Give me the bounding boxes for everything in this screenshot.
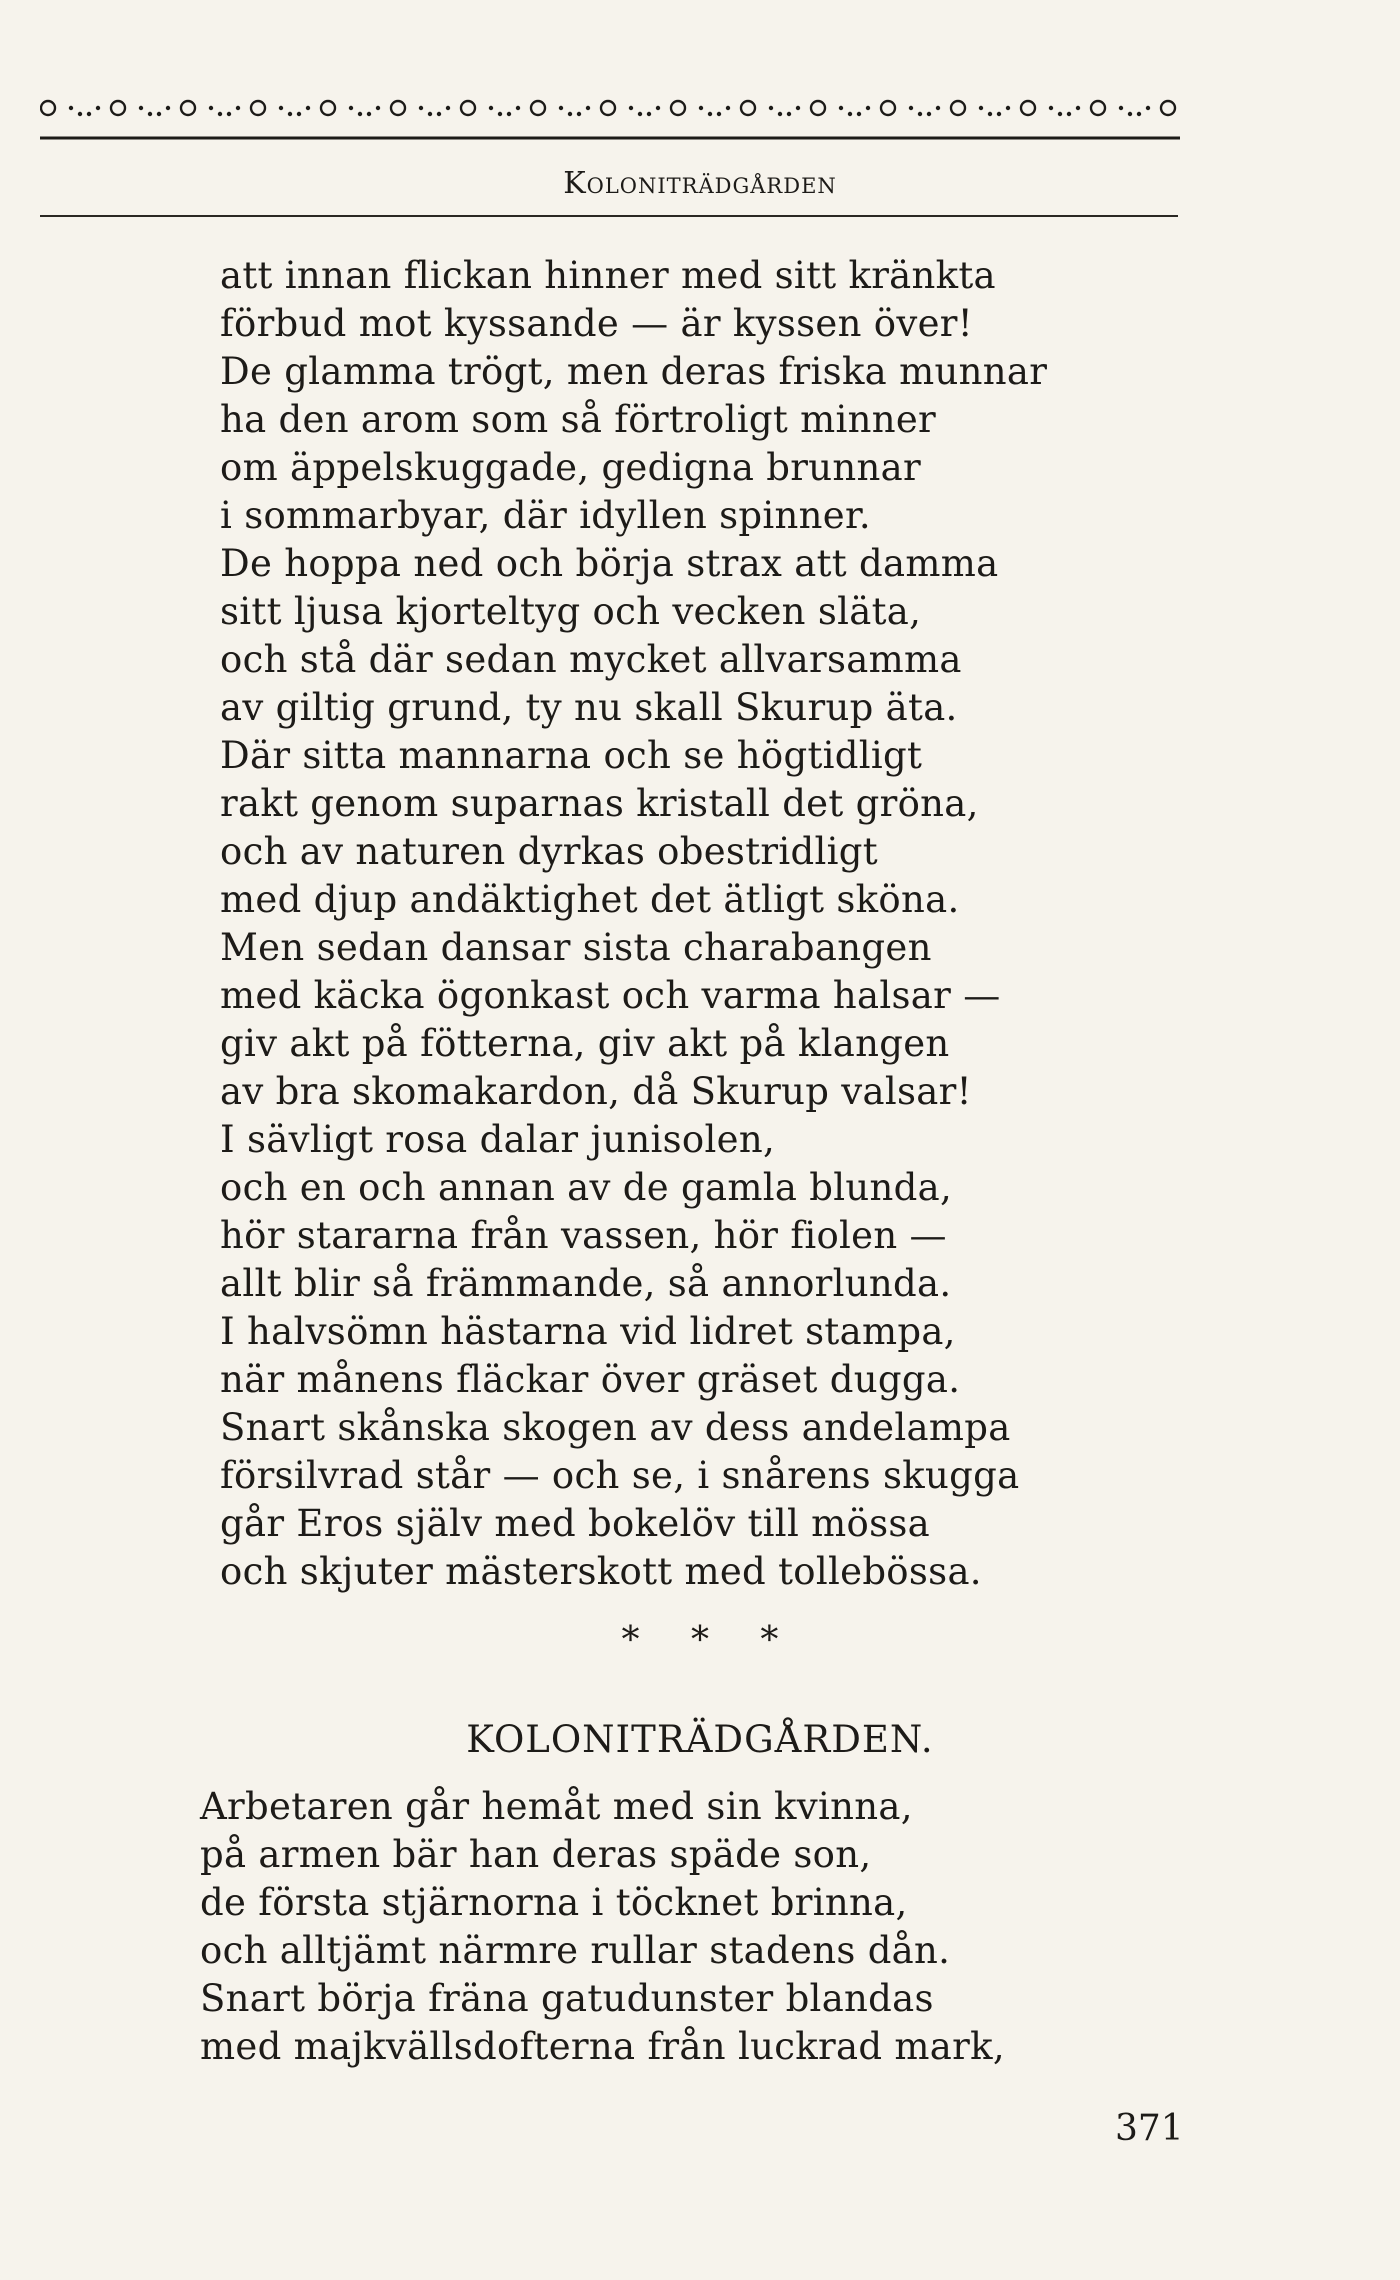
poem-line: av giltig grund, ty nu skall Skurup äta. (220, 686, 958, 729)
poem-line: och alltjämt närmre rullar stadens dån. (200, 1929, 951, 1972)
ornament-dot (586, 106, 590, 110)
ornament-dot (419, 106, 423, 110)
ornament-ring (181, 101, 195, 115)
poem-line: och av naturen dyrkas obestridligt (220, 830, 878, 873)
section-title: KOLONITRÄDGÅRDEN. (466, 1718, 934, 1761)
ornament-dot (209, 106, 213, 110)
poem-line: går Eros själv med bokelöv till mössa (220, 1502, 931, 1545)
ornament-dot (699, 106, 703, 110)
ornament-dot (437, 112, 441, 116)
poem-line: med majkvällsdofterna från luckrad mark, (200, 2025, 1005, 2068)
poem-line: sitt ljusa kjorteltyg och vecken släta, (220, 590, 922, 633)
poem-line: och stå där sedan mycket allvarsamma (220, 638, 962, 681)
ornament-dot (279, 106, 283, 110)
ornament-dot (909, 106, 913, 110)
ornament-ring (461, 101, 475, 115)
ornament-dot (218, 112, 222, 116)
poem-line: försilvrad står — och se, i snårens skugga (220, 1454, 1020, 1497)
poem-text (220, 252, 1120, 1596)
poem-line: i sommarbyar, där idyllen spinner. (220, 494, 871, 537)
ornament-dot (769, 106, 773, 110)
poem-line: och skjuter mästerskott med tollebössa. (220, 1550, 982, 1593)
ornament-dot (787, 112, 791, 116)
ornament-ring (811, 101, 825, 115)
ornament-dot (936, 106, 940, 110)
ornament-dot (726, 106, 730, 110)
ornament-dot (376, 106, 380, 110)
ornament-dot (1119, 106, 1123, 110)
ornament-dot (69, 106, 73, 110)
ornament-dot (1058, 112, 1062, 116)
ornament-dot (708, 112, 712, 116)
ornament-ring (1161, 101, 1175, 115)
running-head: Koloniträdgården (563, 166, 837, 201)
ornament-ring (881, 101, 895, 115)
poem-line: allt blir så främmande, så annorlunda. (220, 1262, 952, 1305)
ornament-ring (1091, 101, 1105, 115)
poem-line: med käcka ögonkast och varma halsar — (220, 974, 1001, 1017)
poem-line: rakt genom suparnas kristall det gröna, (220, 782, 979, 825)
poem-line: ha den arom som så förtroligt minner (220, 398, 937, 441)
poem-line: med djup andäktighet det ätligt sköna. (220, 878, 960, 921)
ornament-dot (446, 106, 450, 110)
ornament-dot (498, 112, 502, 116)
ornament-dot (866, 106, 870, 110)
ornament-dot (516, 106, 520, 110)
ornament-dot (638, 112, 642, 116)
ornament-ring (951, 101, 965, 115)
ornament-dot (796, 106, 800, 110)
poem-line: I sävligt rosa dalar junisolen, (220, 1118, 776, 1161)
poem-line: Där sitta mannarna och se högtidligt (220, 734, 923, 777)
ornament-dot (647, 112, 651, 116)
section-poem-text (200, 1783, 1150, 2071)
ornament-ring (321, 101, 335, 115)
ornament-ring (251, 101, 265, 115)
ornament-ring (391, 101, 405, 115)
ornament-dot (1067, 112, 1071, 116)
ornament-dot (1146, 106, 1150, 110)
poem-line: I halvsömn hästarna vid lidret stampa, (220, 1310, 956, 1353)
ornament-dot (358, 112, 362, 116)
ornament-dot (857, 112, 861, 116)
poem-line: De glamma trögt, men deras friska munnar (220, 350, 1048, 393)
poem-line: de första stjärnorna i töcknet brinna, (200, 1881, 908, 1924)
ornament-dot (166, 106, 170, 110)
ornament-ring (531, 101, 545, 115)
poem-line: De hoppa ned och börja strax att damma (220, 542, 999, 585)
ornament-ring (111, 101, 125, 115)
ornament-dot (979, 106, 983, 110)
ornament-ring (1021, 101, 1035, 115)
ornament-dot (288, 112, 292, 116)
poem-line: att innan flickan hinner med sitt kränkta (220, 254, 996, 297)
ornament-dot (148, 112, 152, 116)
poem-line: Snart skånska skogen av dess andelampa (220, 1406, 1011, 1449)
poem-line: giv akt på fötterna, giv akt på klangen (220, 1022, 950, 1065)
ornament-dot (717, 112, 721, 116)
ornament-dot (1137, 112, 1141, 116)
poem-line: om äppelskuggade, gedigna brunnar (220, 446, 921, 489)
ornament-dot (559, 106, 563, 110)
ornament-ring (741, 101, 755, 115)
ornament-dot (349, 106, 353, 110)
ornament-dot (428, 112, 432, 116)
ornament-dot (297, 112, 301, 116)
ornament-ring (41, 101, 55, 115)
section-separator: * * * (621, 1620, 779, 1661)
poem-line: Arbetaren går hemåt med sin kvinna, (200, 1785, 913, 1828)
ornament-dot (577, 112, 581, 116)
ornament-dot (997, 112, 1001, 116)
ornament-dot (568, 112, 572, 116)
ornament-ring (601, 101, 615, 115)
ornament-dot (87, 112, 91, 116)
ornament-dot (157, 112, 161, 116)
poem-line: hör stararna från vassen, hör fiolen — (220, 1214, 947, 1257)
ornament-dot (918, 112, 922, 116)
ornament-dot (1076, 106, 1080, 110)
ornament-dot (927, 112, 931, 116)
ornament-dot (96, 106, 100, 110)
ornament-dot (227, 112, 231, 116)
ornament-dot (839, 106, 843, 110)
poem-line: och en och annan av de gamla blunda, (220, 1166, 953, 1209)
ornament-dot (629, 106, 633, 110)
ornament-dot (507, 112, 511, 116)
ornament-dot (1049, 106, 1053, 110)
ornament-dot (778, 112, 782, 116)
ornament-dot (1006, 106, 1010, 110)
poem-line: förbud mot kyssande — är kyssen över! (220, 302, 973, 345)
ornament-ring (671, 101, 685, 115)
poem-line: på armen bär han deras späde son, (200, 1833, 872, 1876)
poem-line: Men sedan dansar sista charabangen (220, 926, 932, 969)
ornamental-border (40, 88, 1180, 142)
ornament-dot (988, 112, 992, 116)
ornament-dot (306, 106, 310, 110)
ornament-dot (236, 106, 240, 110)
ornament-dot (848, 112, 852, 116)
poem-line: Snart börja fräna gatudunster blandas (200, 1977, 934, 2020)
ornament-dot (1128, 112, 1132, 116)
ornament-dot (656, 106, 660, 110)
header-rule (40, 215, 1178, 217)
ornament-dot (367, 112, 371, 116)
ornament-dot (489, 106, 493, 110)
ornament-dot (78, 112, 82, 116)
page-number: 371 (1115, 2108, 1184, 2149)
ornament-dot (139, 106, 143, 110)
poem-line: när månens fläckar över gräset dugga. (220, 1358, 961, 1401)
poem-line: av bra skomakardon, då Skurup valsar! (220, 1070, 972, 1113)
